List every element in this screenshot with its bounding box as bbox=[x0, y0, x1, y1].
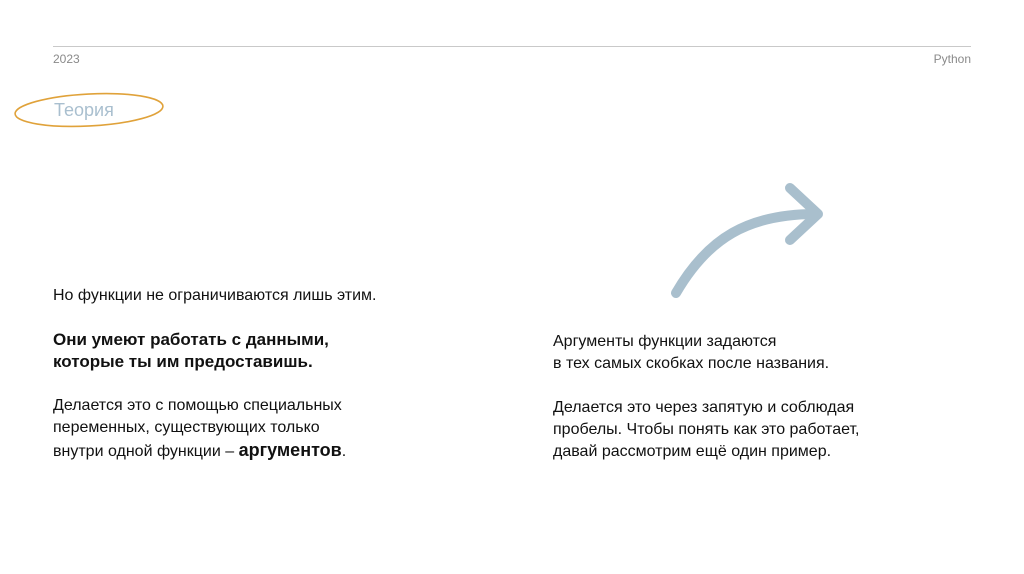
intro-paragraph: Но функции не ограничиваются лишь этим. bbox=[53, 287, 377, 304]
left-text-block bbox=[53, 285, 493, 463]
detail-line: Делается это с помощью специальных bbox=[53, 397, 342, 414]
arguments-definition-paragraph bbox=[553, 331, 993, 375]
rule-line: Делается это через запятую и соблюдая bbox=[553, 399, 855, 416]
curved-arrow-right-icon bbox=[668, 178, 828, 303]
section-label: Теория bbox=[54, 100, 114, 120]
header-divider bbox=[53, 46, 971, 47]
detail-suffix: . bbox=[341, 443, 347, 460]
right-text-block bbox=[553, 331, 993, 463]
emphasis-paragraph bbox=[53, 329, 493, 373]
rule-line: пробелы. Чтобы понять как это работает, bbox=[553, 421, 860, 438]
separator-rule-paragraph bbox=[553, 397, 993, 463]
definition-line: Аргументы функции задаются bbox=[553, 333, 777, 350]
emphasis-line: Они умеют работать с данными, bbox=[53, 330, 329, 349]
header-subject: Python bbox=[933, 52, 971, 66]
detail-last-line bbox=[53, 439, 493, 463]
header-year: 2023 bbox=[53, 52, 80, 66]
section-tag bbox=[14, 90, 166, 130]
detail-prefix: внутри одной функции – bbox=[53, 443, 239, 460]
detail-paragraph bbox=[53, 395, 493, 463]
rule-line: давай рассмотрим ещё один пример. bbox=[553, 443, 832, 460]
emphasis-line: которые ты им предоставишь. bbox=[53, 352, 313, 371]
detail-line: переменных, существующих только bbox=[53, 419, 320, 436]
definition-line: в тех самых скобках после названия. bbox=[553, 355, 830, 372]
arguments-keyword: аргументов bbox=[238, 440, 342, 460]
